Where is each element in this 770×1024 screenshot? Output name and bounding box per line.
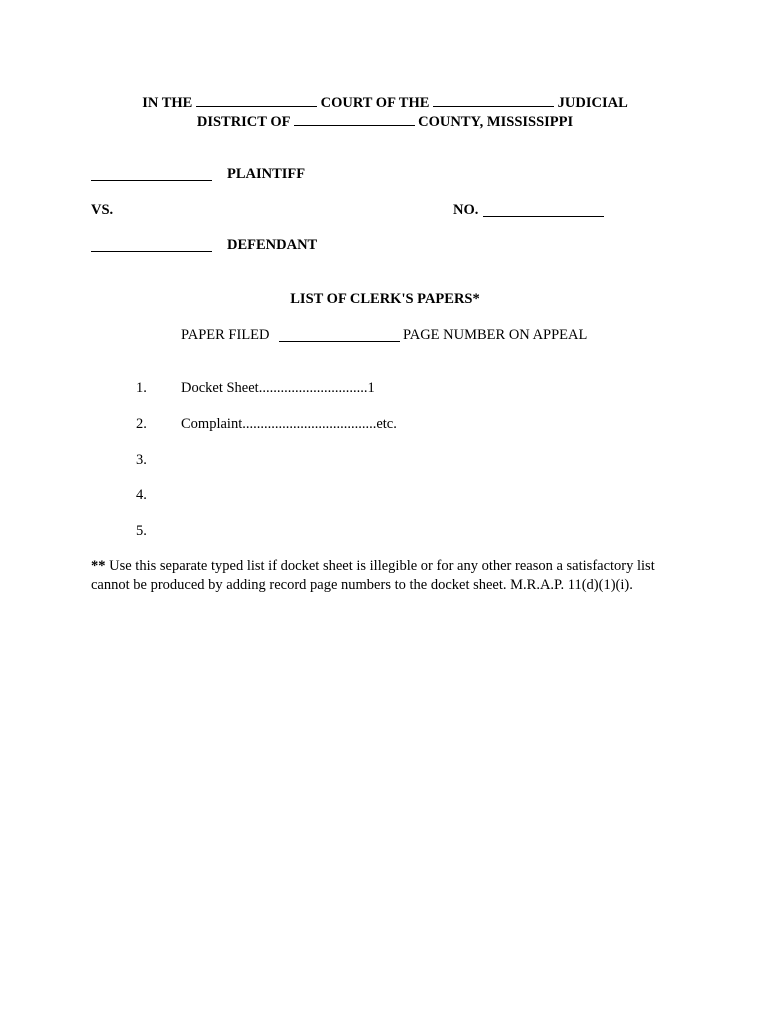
column-separator-blank [279, 329, 400, 342]
caption-line-2 [0, 113, 770, 131]
footnote-text: Use this separate typed list if docket sheet is illegible or for any other reason a satisfactory list cannot be produced by adding record page numbers to the docket sheet. M.R.A.P. 11(d)(1)(i). [91, 558, 655, 593]
caption-court-of-the: COURT OF THE [320, 95, 430, 111]
list-item-number: 3. [136, 452, 147, 468]
county-blank [294, 113, 415, 126]
caption-judicial: JUDICIAL [557, 95, 628, 111]
list-item-text: Complaint.....................................etc. [181, 416, 397, 432]
document-title: LIST OF CLERK'S PAPERS* [290, 291, 480, 307]
list-item-number: 5. [136, 523, 147, 539]
caption-in-the: IN THE [142, 95, 193, 111]
plaintiff-name-blank [91, 168, 212, 181]
defendant-label: DEFENDANT [227, 237, 318, 253]
caption-line-1 [0, 94, 770, 112]
case-number-label: NO. [453, 202, 479, 218]
column-paper-filed: PAPER FILED [181, 327, 270, 343]
footnote-marker: ** [91, 558, 106, 574]
vs-label: VS. [91, 202, 114, 218]
list-item-number: 1. [136, 380, 147, 396]
footnote [91, 557, 691, 595]
case-number-blank [483, 204, 604, 217]
court-name-blank [196, 94, 317, 107]
caption-district-of: DISTRICT OF [196, 114, 290, 130]
judicial-district-blank [433, 94, 554, 107]
list-item-text: Docket Sheet..............................1 [181, 380, 375, 396]
list-item-number: 4. [136, 487, 147, 503]
caption-county-state: COUNTY, MISSISSIPPI [418, 114, 574, 130]
list-item-number: 2. [136, 416, 147, 432]
defendant-name-blank [91, 239, 212, 252]
plaintiff-label: PLAINTIFF [227, 166, 306, 182]
column-page-number: PAGE NUMBER ON APPEAL [403, 327, 588, 343]
